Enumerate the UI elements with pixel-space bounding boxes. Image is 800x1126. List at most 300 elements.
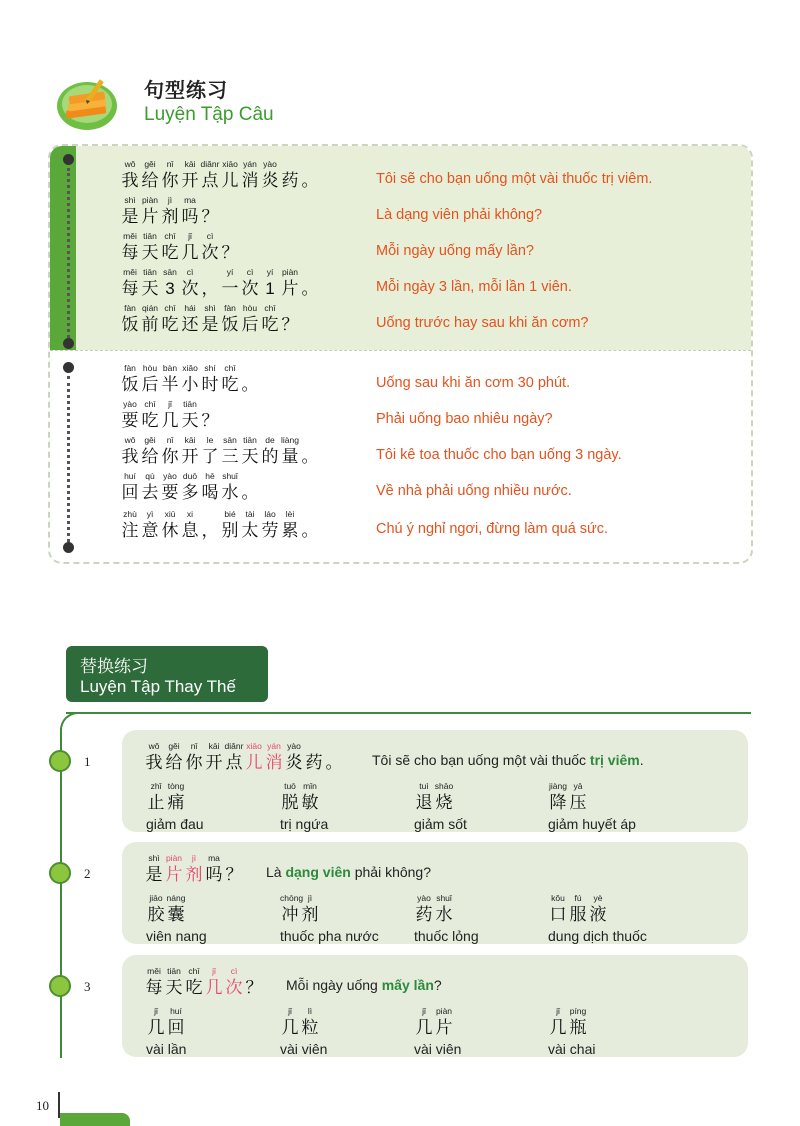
pinyin-syllable: chī (188, 966, 200, 976)
pinyin-syllable: chī (144, 399, 156, 409)
pinyin-syllable: yào (123, 399, 137, 409)
hanzi-char: 次 (225, 978, 243, 997)
pinyin-hanzi-block (120, 434, 320, 468)
pattern-row (120, 230, 740, 266)
pinyin-hanzi-block (280, 892, 420, 926)
hanzi-line (120, 520, 320, 542)
hanzi-char: 吃 (261, 315, 279, 334)
pinyin-syllable: qù (145, 471, 155, 481)
pinyin-hanzi-block (548, 780, 688, 814)
item-number: 3 (84, 979, 91, 994)
hanzi-char: 点 (201, 171, 219, 190)
hanzi-char: ， (201, 521, 219, 540)
hanzi-char: ？ (221, 243, 239, 262)
pinyin-syllable: yí (266, 267, 274, 277)
pinyin-syllable: tiān (243, 435, 257, 445)
pinyin-syllable: kāi (208, 741, 220, 751)
pinyin-syllable: huí (170, 1006, 182, 1016)
pinyin-syllable (244, 965, 264, 977)
pinyin-syllable: tiān (143, 231, 157, 241)
pinyin-syllable: piàn (141, 195, 159, 205)
pinyin-syllable: chōng (280, 893, 304, 903)
pinyin-syllable: le (206, 435, 214, 445)
pinyin-syllable: jǐ (556, 1006, 560, 1016)
keyword-highlight: trị viêm (589, 752, 640, 768)
pinyin-syllable: piàn (281, 267, 299, 277)
pinyin-syllable (240, 470, 260, 482)
option-translation: thuốc lỏng (414, 928, 479, 944)
pinyin-hanzi-block (146, 780, 286, 814)
hanzi-char: 几 (205, 978, 223, 997)
hanzi-char: 饭 (221, 315, 239, 334)
pinyin-syllable: jǐ (188, 231, 192, 241)
pinyin-syllable (240, 362, 260, 374)
hanzi-char: 去 (141, 483, 159, 502)
hanzi-char: 药 (281, 171, 299, 190)
pinyin-line (280, 1005, 420, 1017)
pinyin-syllable: hòu (142, 363, 158, 373)
pinyin-line (120, 194, 220, 206)
hanzi-line (548, 792, 688, 814)
option-translation: viên nang (146, 928, 207, 944)
pinyin-syllable: cì (206, 231, 214, 241)
pinyin-syllable: náng (166, 893, 186, 903)
pinyin-line (120, 362, 260, 374)
pinyin-syllable: fàn (124, 303, 136, 313)
pinyin-syllable (200, 194, 220, 206)
hanzi-char: 后 (141, 375, 159, 394)
hanzi-char: 开 (205, 753, 223, 772)
substitution-card (122, 955, 748, 1057)
hanzi-char: 炎 (285, 753, 303, 772)
hanzi-char: 劳 (261, 521, 279, 540)
pattern-translation: Chú ý nghỉ ngơi, đừng làm quá sức. (376, 521, 609, 537)
pinyin-line (144, 965, 264, 977)
card-main-sentence (144, 852, 244, 888)
dot-marker (63, 542, 74, 553)
pinyin-syllable: jiàng (549, 781, 567, 791)
pinyin-syllable: gěi (168, 741, 180, 751)
hanzi-char: 后 (241, 315, 259, 334)
substitution-option (414, 892, 554, 944)
pinyin-line (280, 780, 420, 792)
option-translation: thuốc pha nước (280, 928, 379, 944)
pinyin-syllable: ma (184, 195, 196, 205)
pinyin-line (146, 1005, 286, 1017)
hanzi-char: 炎 (261, 171, 279, 190)
pinyin-hanzi-block (144, 852, 244, 886)
hanzi-char: 次 (201, 243, 219, 262)
pinyin-hanzi-block (120, 398, 220, 432)
pattern-row (120, 158, 740, 194)
hanzi-char: ？ (201, 411, 219, 430)
pinyin-syllable (220, 230, 240, 242)
hanzi-line (414, 792, 554, 814)
pinyin-syllable: jǐ (154, 1006, 158, 1016)
pinyin-syllable: hái (184, 303, 196, 313)
hanzi-char: 量 (281, 447, 299, 466)
card-translation: Tôi sẽ cho bạn uống một vài thuốc trị viêm. (372, 752, 644, 768)
hanzi-char: 次 (181, 279, 199, 298)
hanzi-char: 。 (301, 521, 319, 540)
dot-marker (63, 362, 74, 373)
option-translation: giảm huyết áp (548, 816, 636, 832)
hanzi-char: 开 (181, 171, 199, 190)
substitution-option (548, 1005, 688, 1057)
pattern-translation: Về nhà phải uống nhiều nước. (376, 483, 572, 499)
sentence-patterns-box (48, 144, 753, 564)
option-translation: vài lần (146, 1041, 187, 1057)
pinyin-syllable: shì (148, 853, 160, 863)
hanzi-char: 一 (221, 279, 239, 298)
pinyin-hanzi-block (146, 892, 286, 926)
substitution-title-zh: 替换练习 (80, 657, 148, 676)
pinyin-line (120, 230, 240, 242)
pinyin-syllable: qián (141, 303, 159, 313)
pinyin-syllable: chī (164, 231, 176, 241)
hanzi-char: 你 (161, 171, 179, 190)
pinyin-hanzi-block (146, 1005, 286, 1039)
bottom-tab (60, 1113, 130, 1126)
item-circle-marker (49, 862, 71, 884)
pinyin-syllable: wǒ (124, 159, 136, 169)
pinyin-syllable: yí (226, 267, 234, 277)
pinyin-syllable: shì (124, 195, 136, 205)
pattern-translation: Uống sau khi ăn cơm 30 phút. (376, 375, 571, 391)
pinyin-syllable: jiāo (149, 893, 163, 903)
pinyin-syllable: fàn (224, 303, 236, 313)
pinyin-syllable: jì (191, 853, 197, 863)
pinyin-syllable (200, 266, 220, 278)
hanzi-char: 吃 (221, 375, 239, 394)
hanzi-char: 几 (281, 1018, 299, 1037)
option-translation: vài viên (280, 1041, 328, 1057)
pinyin-syllable: jǐ (422, 1006, 426, 1016)
pinyin-line (120, 266, 320, 278)
pinyin-hanzi-block (144, 740, 344, 774)
hanzi-char: 天 (181, 411, 199, 430)
pinyin-syllable (224, 852, 244, 864)
option-translation: giảm đau (146, 816, 204, 832)
pinyin-syllable: gěi (144, 159, 156, 169)
pinyin-syllable (324, 740, 344, 752)
hanzi-char: 要 (121, 411, 139, 430)
pinyin-syllable: sān (163, 267, 177, 277)
substitution-option (280, 892, 420, 944)
pattern-translation: Là dạng viên phải không? (376, 207, 543, 223)
hanzi-char: 药 (415, 905, 433, 924)
hanzi-char: 天 (141, 243, 159, 262)
pinyin-hanzi-block (548, 892, 688, 926)
hanzi-char: 几 (181, 243, 199, 262)
pinyin-syllable: chī (164, 303, 176, 313)
pinyin-syllable: cì (246, 267, 254, 277)
hanzi-char: 吃 (161, 243, 179, 262)
pinyin-syllable (304, 740, 324, 752)
pinyin-syllable: xiāo (246, 741, 262, 751)
pinyin-syllable: piàn (435, 1006, 453, 1016)
pinyin-hanzi-block (280, 1005, 420, 1039)
pinyin-syllable: sān (223, 435, 237, 445)
pinyin-syllable: shí (204, 363, 216, 373)
pinyin-line (548, 892, 688, 904)
hanzi-char: 喝 (201, 483, 219, 502)
hanzi-line (146, 1017, 286, 1039)
pinyin-syllable: duō (182, 471, 198, 481)
pinyin-syllable: zhǐ (150, 781, 162, 791)
timeline-line (60, 728, 62, 1058)
hanzi-char: 吃 (185, 978, 203, 997)
pinyin-syllable: kǒu (551, 893, 565, 903)
dotted-line (67, 376, 70, 542)
hanzi-char: 片 (435, 1018, 453, 1037)
pinyin-syllable: mǐn (303, 781, 317, 791)
pinyin-syllable: měi (147, 966, 161, 976)
pinyin-syllable: jì (307, 893, 313, 903)
pattern-row (120, 266, 740, 302)
pinyin-syllable: lèi (285, 509, 295, 519)
hanzi-char: 。 (325, 753, 343, 772)
pattern-translation: Tôi kê toa thuốc cho bạn uống 3 ngày. (376, 447, 622, 463)
hanzi-line (120, 314, 300, 336)
hanzi-char: 饭 (121, 315, 139, 334)
pinyin-syllable: xiǎo (182, 363, 198, 373)
pinyin-syllable: yán (243, 159, 257, 169)
pinyin-syllable: bàn (162, 363, 178, 373)
hanzi-char: 时 (201, 375, 219, 394)
pinyin-syllable (300, 266, 320, 278)
hanzi-char: 吗 (181, 207, 199, 226)
pattern-row (120, 470, 740, 506)
substitution-card (122, 730, 748, 832)
pinyin-syllable: yào (163, 471, 177, 481)
pinyin-syllable: shuǐ (436, 893, 452, 903)
hanzi-char: 。 (241, 483, 259, 502)
hanzi-char: 我 (145, 753, 163, 772)
card-main-sentence (144, 965, 264, 1001)
substitution-option (280, 780, 420, 832)
pinyin-syllable: chī (264, 303, 276, 313)
hanzi-char: 脱 (281, 793, 299, 812)
hanzi-char: 片 (281, 279, 299, 298)
dot-marker (63, 338, 74, 349)
hanzi-char: 别 (221, 521, 239, 540)
pinyin-syllable (300, 434, 320, 446)
pinyin-hanzi-block (120, 266, 320, 300)
pinyin-syllable: yào (417, 893, 431, 903)
pinyin-syllable: yè (593, 893, 603, 903)
hanzi-char: 每 (121, 279, 139, 298)
pinyin-line (120, 434, 320, 446)
pinyin-syllable: wǒ (148, 741, 160, 751)
hanzi-char: 你 (185, 753, 203, 772)
pinyin-syllable: jǐ (168, 399, 172, 409)
dotted-line (67, 168, 70, 338)
pinyin-line (414, 780, 554, 792)
hanzi-char: 你 (161, 447, 179, 466)
pinyin-syllable: piàn (165, 853, 183, 863)
pinyin-syllable (280, 158, 300, 170)
pinyin-syllable: diǎnr (200, 159, 220, 169)
substitution-option (548, 780, 688, 832)
option-translation: vài chai (548, 1041, 596, 1057)
hanzi-char: 要 (161, 483, 179, 502)
pinyin-syllable: tài (245, 509, 255, 519)
pinyin-syllable: píng (569, 1006, 587, 1016)
hanzi-char: 降 (549, 793, 567, 812)
pinyin-syllable (280, 302, 300, 314)
hanzi-char: 吃 (161, 315, 179, 334)
pinyin-syllable: tuì (419, 781, 429, 791)
hanzi-char: 我 (121, 447, 139, 466)
option-translation: giảm sốt (414, 816, 467, 832)
hanzi-char: 液 (589, 905, 607, 924)
hanzi-char: ？ (225, 865, 243, 884)
pinyin-syllable: nǐ (166, 435, 174, 445)
substitution-option (414, 1005, 554, 1057)
item-number: 2 (84, 866, 91, 881)
substitution-header (66, 646, 268, 702)
hanzi-char: 胶 (147, 905, 165, 924)
pinyin-syllable: jǐ (212, 966, 216, 976)
hanzi-char: 饭 (121, 375, 139, 394)
pinyin-syllable: zhù (123, 509, 137, 519)
hanzi-char: 。 (241, 375, 259, 394)
substitution-option (548, 892, 688, 944)
hanzi-char: 药 (305, 753, 323, 772)
pinyin-hanzi-block (414, 892, 554, 926)
pinyin-syllable: tuō (284, 781, 296, 791)
pinyin-line (120, 508, 320, 520)
pinyin-syllable (200, 508, 220, 520)
hanzi-line (144, 977, 264, 999)
pinyin-syllable: yán (267, 741, 281, 751)
hanzi-char: 口 (549, 905, 567, 924)
pinyin-syllable: hē (205, 471, 215, 481)
header-title-zh: 句型练习 (144, 80, 228, 102)
item-circle-marker (49, 975, 71, 997)
pinyin-line (146, 780, 286, 792)
substitution-option (414, 780, 554, 832)
hanzi-line (280, 792, 420, 814)
hanzi-line (120, 278, 320, 300)
pinyin-syllable: liàng (281, 435, 299, 445)
substitution-title-vi: Luyện Tập Thay Thế (80, 677, 236, 696)
pinyin-syllable: ma (208, 853, 220, 863)
pinyin-syllable: cì (186, 267, 194, 277)
pinyin-syllable: tiān (143, 267, 157, 277)
pattern-translation: Mỗi ngày 3 lần, mỗi lần 1 viên. (376, 279, 572, 295)
patterns-stripe (50, 146, 76, 350)
pinyin-syllable: nǐ (190, 741, 198, 751)
hanzi-line (120, 446, 320, 468)
keyword-highlight: mấy lần (381, 977, 434, 993)
hanzi-char: 给 (141, 447, 159, 466)
pinyin-syllable: huí (124, 471, 136, 481)
dot-marker (63, 154, 74, 165)
hanzi-char: 多 (181, 483, 199, 502)
hanzi-char: 的 (261, 447, 279, 466)
pattern-translation: Uống trước hay sau khi ăn cơm? (376, 315, 589, 331)
pinyin-syllable: jǐ (288, 1006, 292, 1016)
pinyin-syllable: měi (123, 267, 137, 277)
hanzi-char: 前 (141, 315, 159, 334)
pattern-row (120, 194, 740, 230)
hanzi-char: 累 (281, 521, 299, 540)
hanzi-char: 水 (435, 905, 453, 924)
pinyin-syllable: de (265, 435, 275, 445)
hanzi-char: 3 (165, 279, 175, 298)
hanzi-line (280, 1017, 420, 1039)
pinyin-syllable: jì (167, 195, 173, 205)
pinyin-syllable (300, 158, 320, 170)
hanzi-line (120, 170, 320, 192)
pinyin-line (414, 1005, 554, 1017)
pinyin-hanzi-block (280, 780, 420, 814)
hanzi-line (120, 242, 240, 264)
hanzi-line (146, 904, 286, 926)
pinyin-hanzi-block (144, 965, 264, 999)
pinyin-syllable: cì (230, 966, 238, 976)
pinyin-hanzi-block (120, 508, 320, 542)
hanzi-char: 几 (415, 1018, 433, 1037)
hanzi-char: 给 (141, 171, 159, 190)
pinyin-syllable: měi (123, 231, 137, 241)
hanzi-char: 儿 (245, 753, 263, 772)
section-header (56, 70, 456, 140)
hanzi-line (548, 1017, 688, 1039)
item-number: 1 (84, 754, 91, 769)
pinyin-line (120, 398, 220, 410)
hanzi-char: 儿 (221, 171, 239, 190)
pinyin-line (120, 158, 320, 170)
pinyin-syllable: xi (186, 509, 194, 519)
pinyin-syllable: lì (307, 1006, 313, 1016)
pinyin-line (144, 852, 244, 864)
pinyin-syllable: fàn (124, 363, 136, 373)
pinyin-syllable: shāo (434, 781, 454, 791)
hanzi-char: 次 (241, 279, 259, 298)
item-circle-marker (49, 750, 71, 772)
pinyin-syllable: chī (224, 363, 236, 373)
pinyin-syllable: diǎnr (224, 741, 244, 751)
pinyin-syllable: shuǐ (222, 471, 238, 481)
pattern-row (120, 434, 740, 470)
pattern-translation: Tôi sẽ cho bạn uống một vài thuốc trị viêm. (376, 171, 653, 187)
page-number: 10 (36, 1098, 49, 1113)
hanzi-char: 开 (181, 447, 199, 466)
hanzi-char: 了 (201, 447, 219, 466)
pinyin-syllable: yào (263, 159, 277, 169)
hanzi-char: 几 (549, 1018, 567, 1037)
hanzi-char: 吃 (141, 411, 159, 430)
hanzi-char: 剂 (185, 865, 203, 884)
hanzi-char: 烧 (435, 793, 453, 812)
hanzi-char: 注 (121, 521, 139, 540)
hanzi-char: 还 (181, 315, 199, 334)
pinyin-syllable (200, 398, 220, 410)
books-pencil-icon (56, 74, 118, 132)
pattern-row (120, 362, 740, 398)
hanzi-char: 三 (221, 447, 239, 466)
pinyin-syllable: tòng (167, 781, 185, 791)
hanzi-char: 我 (121, 171, 139, 190)
hanzi-line (548, 904, 688, 926)
hanzi-char: 每 (121, 243, 139, 262)
pinyin-syllable: xiāo (222, 159, 238, 169)
keyword-highlight: dạng viên (285, 864, 351, 880)
hanzi-char: 太 (241, 521, 259, 540)
